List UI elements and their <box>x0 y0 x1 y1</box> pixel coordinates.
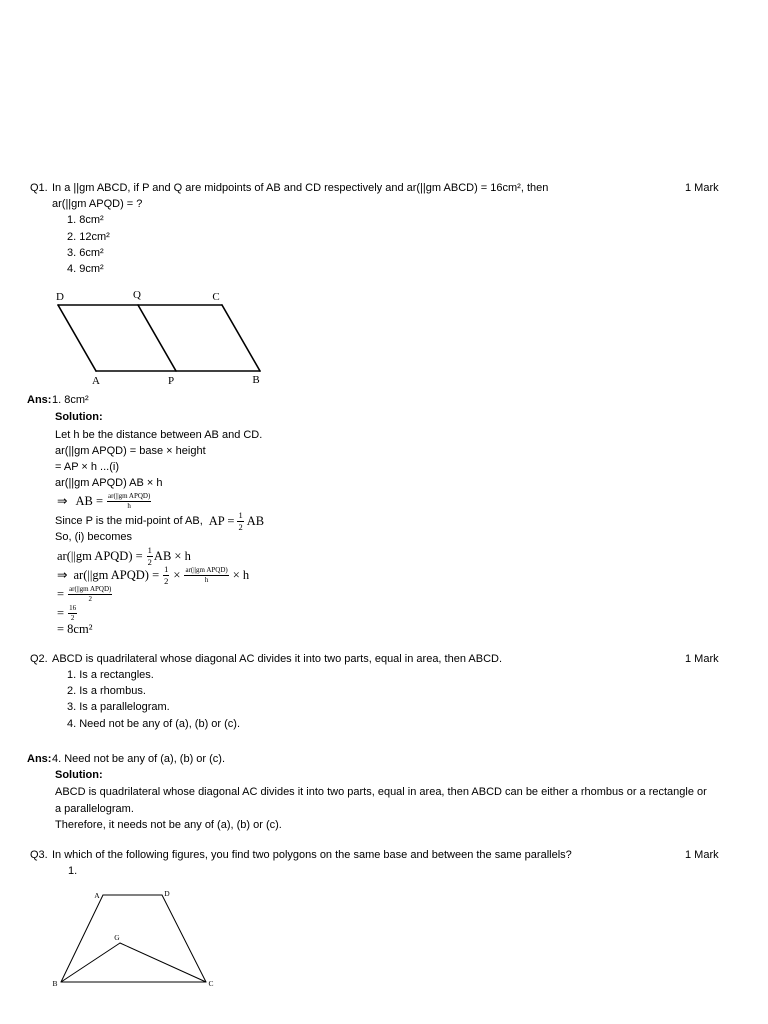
fraction-denominator: h <box>204 575 209 584</box>
option-1: 1. Is a rectangles. <box>67 669 154 681</box>
math-expression: ar(||gm APQD) = <box>57 548 143 563</box>
segment-bg <box>61 943 120 982</box>
equals-symbol: = <box>57 587 65 602</box>
fraction-denominator: 2 <box>88 595 92 603</box>
marks-label: 1 Mark <box>685 849 719 861</box>
math-line <box>57 565 249 585</box>
vertex-label-d: D <box>164 889 170 898</box>
fraction-denominator: 2 <box>238 521 243 532</box>
math-line <box>57 546 191 566</box>
solution-line: = AP × h ...(i) <box>55 461 119 473</box>
marks-label: 1 Mark <box>685 653 719 665</box>
math-expression: AB × h <box>153 548 191 563</box>
fraction <box>68 605 77 622</box>
answer-text: 1. 8cm² <box>52 394 89 406</box>
trapezium-figure <box>45 885 225 990</box>
question-number: Q2. <box>30 653 48 665</box>
fraction-numerator: ar(||gm APQD) <box>108 492 151 500</box>
solution-line: ar(||gm APQD) AB × h <box>55 477 163 489</box>
side-da <box>58 305 96 371</box>
fraction <box>163 565 169 585</box>
fraction-denominator: 2 <box>70 614 75 622</box>
fraction-numerator: ar(||gm APQD) <box>185 565 228 574</box>
math-expression: AP = <box>208 513 235 528</box>
solution-line: ar(||gm APQD) = base × height <box>55 445 206 457</box>
math-line <box>57 623 92 636</box>
vertex-label-b: B <box>252 374 260 386</box>
implies-symbol: ⇒ <box>57 494 68 509</box>
marks-label: 1 Mark <box>685 182 719 194</box>
vertex-label-b: B <box>52 979 58 988</box>
vertex-label-c: C <box>208 979 214 988</box>
vertex-label-c: C <box>212 291 220 303</box>
option-2: 2. Is a rhombus. <box>67 685 146 697</box>
answer-text: 4. Need not be any of (a), (b) or (c). <box>52 753 226 765</box>
math-expression: AB = <box>75 494 104 509</box>
side-dc <box>162 895 206 982</box>
option-4: 4. Need not be any of (a), (b) or (c). <box>67 718 241 730</box>
fraction <box>147 546 153 566</box>
question-stem: In which of the following figures, you find two polygons on the same base and between the same parallels? <box>52 849 572 861</box>
math-line <box>57 586 112 603</box>
question-number: Q3. <box>30 849 48 861</box>
vertex-label-d: D <box>56 291 64 303</box>
solution-line: ABCD is quadrilateral whose diagonal AC divides it into two parts, equal in area, then ABCD can be either a rhombus or a rectangle or <box>55 786 707 798</box>
vertex-label-p: P <box>167 375 175 387</box>
segment-qp <box>138 305 176 371</box>
math-line <box>57 493 151 510</box>
math-expression: ar(||gm APQD) = <box>73 567 160 582</box>
option-3: 3. Is a parallelogram. <box>67 701 170 713</box>
fraction-denominator: 2 <box>147 556 152 567</box>
equals-symbol: = <box>57 606 65 621</box>
fraction-numerator: 1 <box>147 545 152 555</box>
option-2: 2. 12cm² <box>67 231 110 243</box>
vertex-label-a: A <box>92 375 100 387</box>
times-symbol: × <box>173 567 181 582</box>
math-expression: = 8cm² <box>57 622 93 636</box>
fraction-numerator: 16 <box>69 604 77 612</box>
segment-gc <box>120 943 206 982</box>
fraction <box>237 511 243 531</box>
math-line <box>57 605 77 622</box>
vertex-label-a: A <box>94 891 100 900</box>
question-stem: In a ||gm ABCD, if P and Q are midpoints of AB and CD respectively and ar(||gm ABCD) = 16cm², then <box>52 182 549 194</box>
math-expression: AB <box>246 513 265 528</box>
solution-line: So, (i) becomes <box>55 531 133 543</box>
fraction <box>184 567 228 584</box>
option-3: 3. 6cm² <box>67 247 104 259</box>
question-stem: ABCD is quadrilateral whose diagonal AC divides it into two parts, equal in area, then ABCD. <box>52 653 503 665</box>
option-1: 1. 8cm² <box>67 214 104 226</box>
implies-symbol: ⇒ <box>57 567 68 582</box>
solution-line: a parallelogram. <box>55 803 134 815</box>
answer-label: Ans: <box>27 753 52 765</box>
fraction-denominator: 2 <box>164 575 169 586</box>
option-4: 4. 9cm² <box>67 263 104 275</box>
solution-line: Therefore, it needs not be any of (a), (b) or (c). <box>55 819 282 831</box>
solution-label: Solution: <box>55 411 103 423</box>
side-cb <box>222 305 260 371</box>
parallelogram-figure <box>40 284 280 388</box>
solution-line: Let h be the distance between AB and CD. <box>55 429 263 441</box>
answer-label: Ans: <box>27 394 52 406</box>
question-stem: ar(||gm APQD) = ? <box>52 198 143 210</box>
math-expression: × h <box>232 567 250 582</box>
solution-line <box>55 511 264 531</box>
fraction <box>68 586 112 603</box>
option-1: 1. <box>68 865 78 877</box>
fraction-numerator: ar(||gm APQD) <box>69 585 112 593</box>
solution-text: Since P is the mid-point of AB, <box>55 514 203 527</box>
solution-label: Solution: <box>55 769 103 781</box>
fraction-denominator: h <box>127 502 131 510</box>
fraction <box>107 493 151 510</box>
question-number: Q1. <box>30 182 48 194</box>
fraction-numerator: 1 <box>238 510 243 520</box>
vertex-label-q: Q <box>133 289 141 301</box>
vertex-label-g: G <box>114 933 120 942</box>
fraction-numerator: 1 <box>164 564 169 574</box>
side-ab <box>61 895 103 982</box>
